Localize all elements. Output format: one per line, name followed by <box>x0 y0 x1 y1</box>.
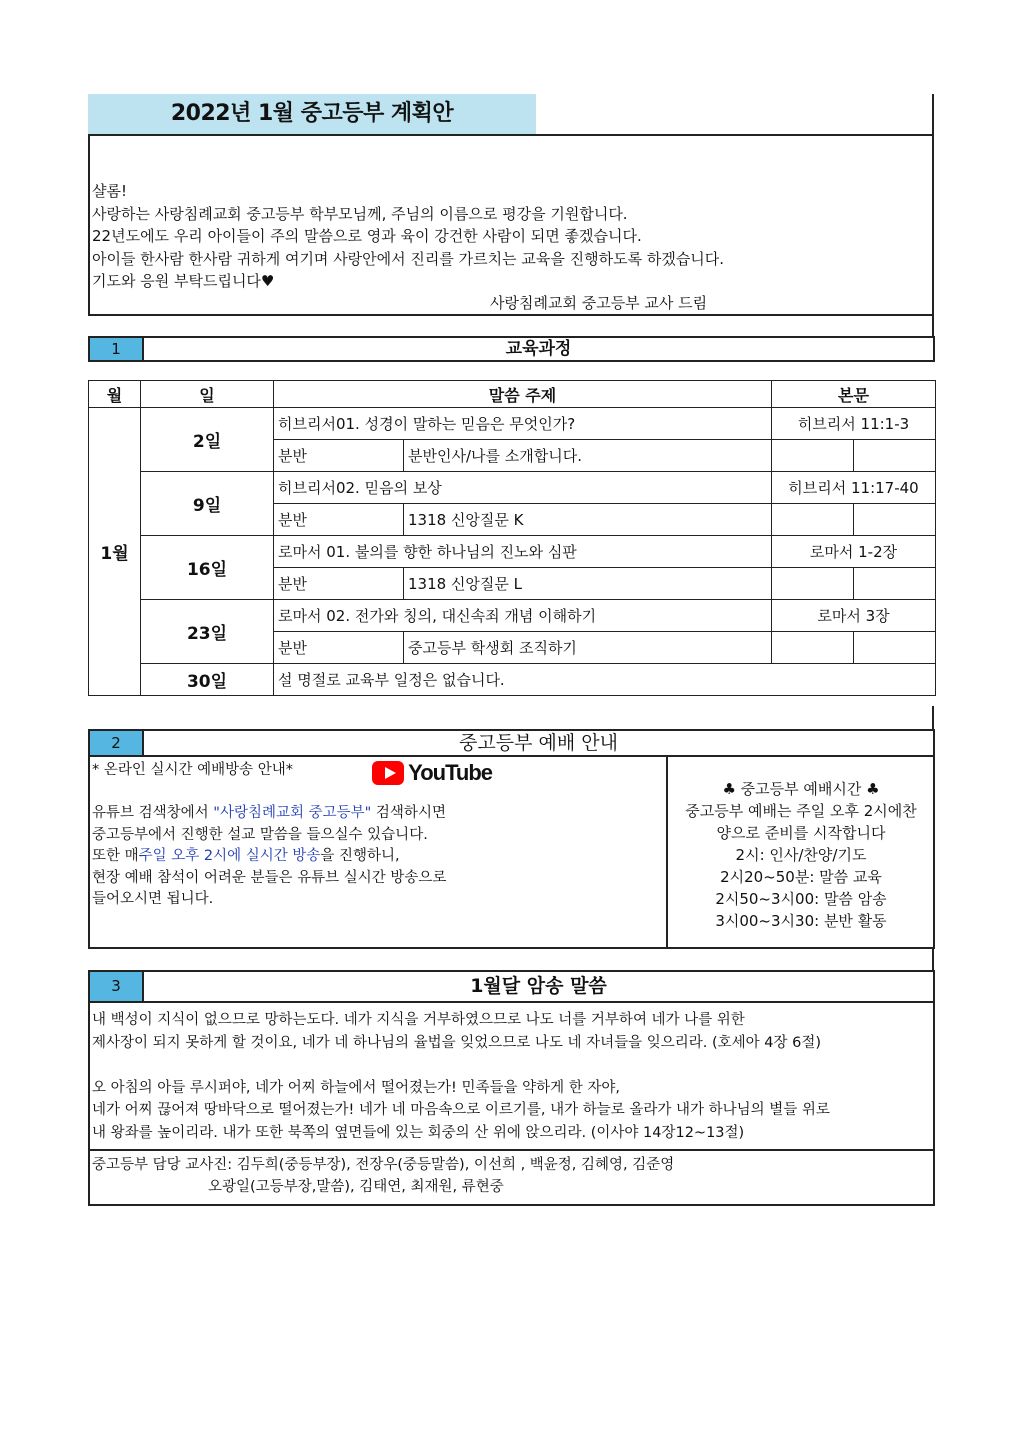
group-content-cell: 1318 신앙질문 L <box>404 568 772 600</box>
text-span: 을 진행하니, <box>320 848 400 864</box>
group-content-cell: 분반인사/나를 소개합니다. <box>404 440 772 472</box>
table-row <box>89 600 936 632</box>
header-month: 월 <box>89 381 141 408</box>
section-number: 2 <box>90 731 144 755</box>
day-cell: 16일 <box>141 536 274 600</box>
verse-line <box>92 1054 932 1077</box>
right-border <box>932 947 934 971</box>
right-border <box>932 94 934 336</box>
section-3-header <box>88 970 935 1003</box>
schedule-line: 2시: 인사/찬양/기도 <box>735 846 867 864</box>
online-broadcast-info <box>92 760 662 911</box>
spacer <box>92 782 662 804</box>
table-row <box>89 664 936 696</box>
teachers-line: 오광일(고등부장,말씀), 김태연, 최재원, 류현중 <box>208 1179 504 1195</box>
text-cell: 히브리서 11:1-3 <box>772 408 936 440</box>
section-1-header <box>88 336 935 362</box>
group-content-cell: 중고등부 학생회 조직하기 <box>404 632 772 664</box>
right-border <box>932 706 934 730</box>
section-number: 1 <box>90 338 144 360</box>
verse-line: 제사장이 되지 못하게 할 것이요, 네가 네 하나님의 율법을 잊었으므로 나도 네 자녀들을 잊으리라. (호세아 4장 6절) <box>92 1034 822 1051</box>
day-cell: 23일 <box>141 600 274 664</box>
teachers-list <box>92 1154 932 1198</box>
youtube-wordmark: YouTube <box>408 760 492 785</box>
group-label-cell: 분반 <box>274 568 404 600</box>
group-content-cell: 1318 신앙질문 K <box>404 504 772 536</box>
broadcast-line: 현장 예배 참석이 어려운 분들은 유튜브 실시간 방송으로 <box>92 869 447 886</box>
text-cell: 로마서 1-2장 <box>772 536 936 568</box>
greeting-line: 아이들 한사람 한사람 귀하게 여기며 사랑안에서 진리를 가르치는 교육을 진행하도록 하겠습니다. <box>92 249 725 268</box>
text-cell: 로마서 3장 <box>772 600 936 632</box>
verse-line: 오 아침의 아들 루시퍼야, 네가 어찌 하늘에서 떨어졌는가! 민족들을 약하게 한 자야, <box>92 1079 620 1096</box>
greeting-line: 샬롬! <box>92 182 127 200</box>
greeting-text <box>92 180 922 293</box>
section-title: 1월달 암송 말씀 <box>470 975 607 997</box>
greeting-line: 사랑하는 사랑침례교회 중고등부 학부모님께, 주님의 이름으로 평강을 기원합니다. <box>92 204 628 223</box>
topic-cell: 로마서 02. 전가와 칭의, 대신속죄 개념 이해하기 <box>274 600 772 632</box>
empty-cell <box>772 632 854 664</box>
empty-cell <box>854 568 936 600</box>
online-heading: * 온라인 실시간 예배방송 안내* <box>92 762 294 778</box>
verse-line: 내 왕좌를 높이리라. 내가 또한 북쪽의 옆면들에 있는 회중의 산 위에 앉으리라. (이사야 14장12~13절) <box>92 1124 745 1141</box>
table-row <box>89 472 936 504</box>
schedule-line: 2시50~3시00: 말씀 암송 <box>715 890 887 908</box>
header-day: 일 <box>141 381 274 408</box>
section-2-header <box>88 729 935 757</box>
empty-cell <box>854 504 936 536</box>
greeting-signature: 사랑침례교회 중고등부 교사 드림 <box>490 294 708 312</box>
worship-schedule <box>668 778 934 932</box>
schedule-line: 3시00~3시30: 분반 활동 <box>715 912 887 930</box>
title-underline <box>88 134 934 136</box>
broadcast-line: 들어오시면 됩니다. <box>92 891 214 907</box>
text-span: 검색하시면 <box>371 805 446 821</box>
teachers-line: 중고등부 담당 교사진: 김두희(중등부장), 전장우(중등말씀), 이선희 , 백윤정, 김혜영, 김준영 <box>92 1157 675 1173</box>
topic-cell: 로마서 01. 불의를 향한 하나님의 진노와 심판 <box>274 536 772 568</box>
header-topic: 말씀 주제 <box>274 381 772 408</box>
note-cell: 설 명절로 교육부 일정은 없습니다. <box>274 664 936 696</box>
page-title: 2022년 1월 중고등부 계획안 <box>88 94 536 134</box>
text-cell: 히브리서 11:17-40 <box>772 472 936 504</box>
group-label-cell: 분반 <box>274 504 404 536</box>
memory-verse-text <box>92 1009 932 1144</box>
day-cell: 2일 <box>141 408 274 472</box>
verse-line: 내 백성이 지식이 없으므로 망하는도다. 네가 지식을 거부하였으므로 나도 너를 거부하여 네가 나를 위한 <box>92 1012 745 1028</box>
empty-cell <box>772 504 854 536</box>
schedule-line: 중고등부 예배는 주일 오후 2시에찬 <box>685 802 917 820</box>
empty-cell <box>772 568 854 600</box>
header-text: 본문 <box>772 381 936 408</box>
broadcast-line: 중고등부에서 진행한 설교 말씀을 들으실수 있습니다. <box>92 826 428 843</box>
table-row <box>89 408 936 440</box>
section-number: 3 <box>90 972 144 1001</box>
day-cell: 30일 <box>141 664 274 696</box>
table-header-row <box>89 381 936 408</box>
greeting-line: 22년도에도 우리 아이들이 주의 말씀으로 영과 육이 강건한 사람이 되면 좋겠습니다. <box>92 227 642 245</box>
group-label-cell: 분반 <box>274 440 404 472</box>
group-label-cell: 분반 <box>274 632 404 664</box>
empty-cell <box>772 440 854 472</box>
schedule-line: 2시20~50분: 말씀 교육 <box>720 868 882 886</box>
section-title: 교육과정 <box>505 339 572 359</box>
schedule-line: 양으로 준비를 시작합니다 <box>716 824 886 842</box>
topic-cell: 히브리서02. 믿음의 보상 <box>274 472 772 504</box>
month-cell: 1월 <box>89 408 141 696</box>
empty-cell <box>854 632 936 664</box>
table-row <box>89 536 936 568</box>
broadcast-line <box>92 803 662 825</box>
greeting-left-border <box>88 134 90 316</box>
text-span: 또한 매 <box>92 848 139 864</box>
greeting-line: 기도와 응원 부탁드립니다♥ <box>92 272 275 290</box>
text-span: 유튜브 검색창에서 <box>92 805 214 821</box>
search-keyword: "사랑침례교회 중고등부" <box>213 805 372 821</box>
day-cell: 9일 <box>141 472 274 536</box>
broadcast-line <box>92 846 662 868</box>
section-title: 중고등부 예배 안내 <box>459 732 618 754</box>
schedule-title: ♣ 중고등부 예배시간 ♣ <box>722 780 880 798</box>
curriculum-table <box>88 380 936 696</box>
greeting-bottom-border <box>88 314 934 316</box>
topic-cell: 히브리서01. 성경이 말하는 믿음은 무엇인가? <box>274 408 772 440</box>
verse-line: 네가 어찌 끊어져 땅바닥으로 떨어졌는가! 네가 네 마음속으로 이르기를, 내가 하늘로 올라가 내가 하나님의 별들 위로 <box>92 1102 830 1118</box>
broadcast-time: 주일 오후 2시에 실시간 방송 <box>138 848 321 864</box>
empty-cell <box>854 440 936 472</box>
